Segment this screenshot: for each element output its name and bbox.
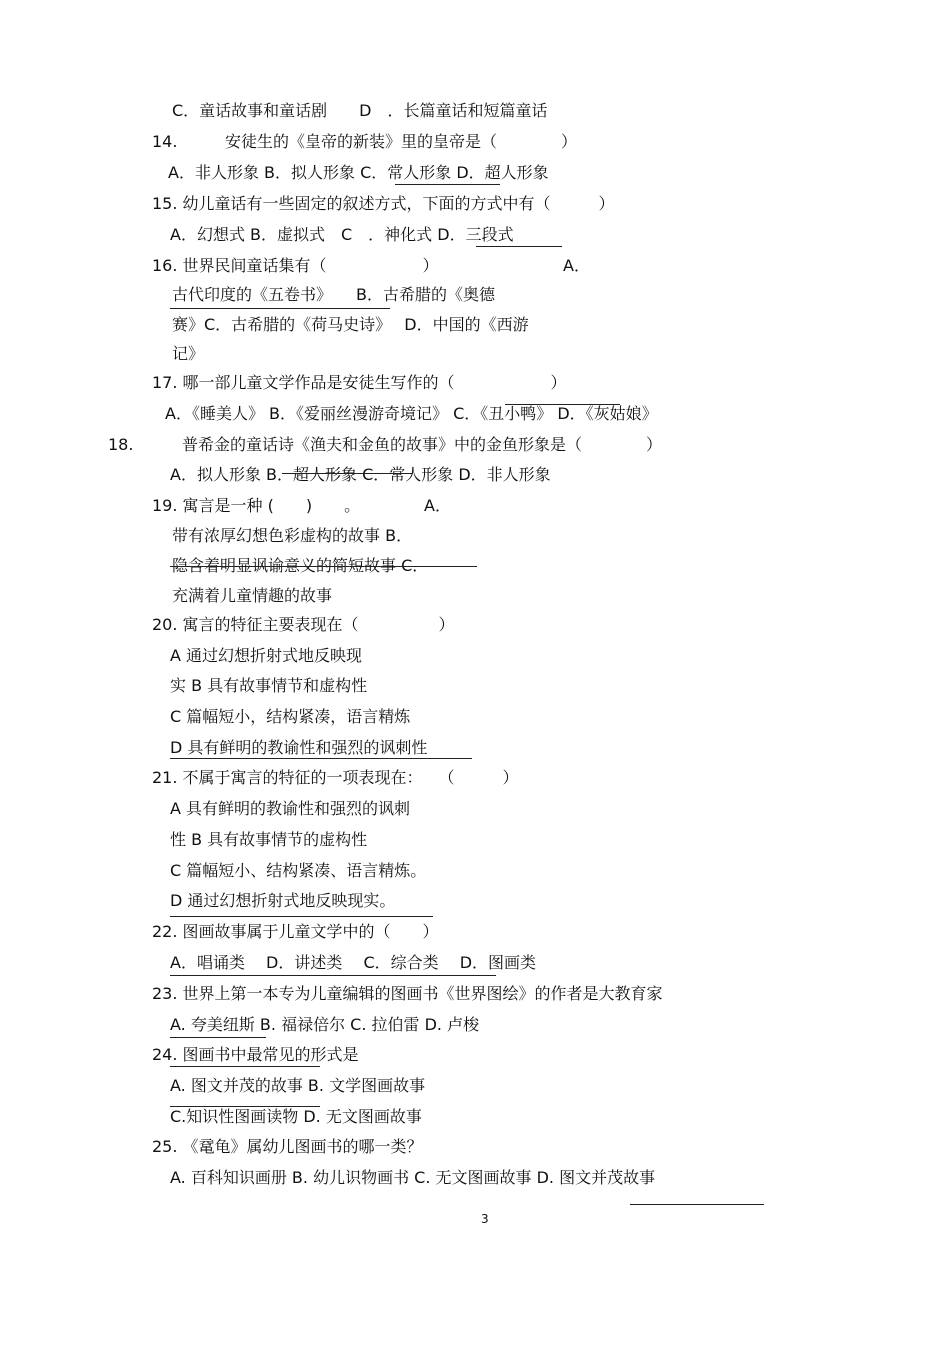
q14-stem: 安徒生的《皇帝的新装》里的皇帝是（ ） xyxy=(225,132,578,151)
q24-answer-underline xyxy=(170,1066,320,1067)
q19-option-c: 充满着儿童情趣的故事 xyxy=(172,586,333,605)
q25-options: A. 百科知识画册 B. 幼儿识物画书 C. 无文图画故事 D. 图文并茂故事 xyxy=(170,1168,656,1187)
q15-stem: 15. 幼儿童话有一些固定的叙述方式，下面的方式中有（ ） xyxy=(152,194,615,213)
q25-answer-underline xyxy=(630,1204,764,1205)
q23-stem: 23. 世界上第一本专为儿童编辑的图画书《世界图绘》的作者是大教育家 xyxy=(152,984,663,1003)
q16-options-line2: 赛》C．古希腊的《荷马史诗》 D．中国的《西游 xyxy=(172,315,529,334)
q17-options: A．《睡美人》 B．《爱丽丝漫游奇境记》 C．《丑小鸭》 D．《灰姑娘》 xyxy=(165,404,658,423)
q19-option-a: 带有浓厚幻想色彩虚构的故事 B． xyxy=(172,526,413,545)
q24-options-cd: C.知识性图画读物 D. 无文图画故事 xyxy=(170,1107,422,1126)
q20-answer-underline xyxy=(170,758,472,759)
q15-options: A．幻想式 B．虚拟式 C ．神化式 D．三段式 xyxy=(170,225,514,244)
q16-stem: 16. 世界民间童话集有（ ） xyxy=(152,256,439,275)
q19-option-b: 隐含着明显讽谕意义的简短故事 C． xyxy=(172,556,429,575)
q22-options: A．唱诵类 D．讲述类 C．综合类 D．图画类 xyxy=(170,953,537,972)
q18-stem: 普希金的童话诗《渔夫和金鱼的故事》中的金鱼形象是（ ） xyxy=(182,435,663,454)
q14-answer-underline xyxy=(395,184,500,185)
q20-option-a: A 通过幻想折射式地反映现 xyxy=(170,646,363,665)
q13-options-cd: C．童话故事和童话剧 D ．长篇童话和短篇童话 xyxy=(172,101,548,120)
q20-option-b: 实 B 具有故事情节和虚构性 xyxy=(170,676,368,695)
q18-number: 18. xyxy=(108,435,134,454)
q22-answer-underline xyxy=(170,975,496,976)
q21-answer-underline xyxy=(170,916,433,917)
q18-options: A．拟人形象 B．超人形象 C．常人形象 D．非人形象 xyxy=(170,465,551,484)
q21-option-d: D 通过幻想折射式地反映现实。 xyxy=(170,891,396,910)
q21-option-b: 性 B 具有故事情节的虚构性 xyxy=(170,830,368,849)
q19-answer-strike xyxy=(170,566,477,567)
q19-stem: 19. 寓言是一种 ( ) 。 xyxy=(152,496,361,515)
q20-option-d: D 具有鲜明的教谕性和强烈的讽刺性 xyxy=(170,738,428,757)
q23-options: A. 夸美纽斯 B. 福禄倍尔 C. 拉伯雷 D. 卢梭 xyxy=(170,1015,480,1034)
q24-options-ab: A. 图文并茂的故事 B. 文学图画故事 xyxy=(170,1076,426,1095)
q20-stem: 20. 寓言的特征主要表现在（ ） xyxy=(152,615,455,634)
q19-option-a-label: A． xyxy=(424,496,451,515)
q25-stem: 25. 《鼋龟》属幼儿图画书的哪一类？ xyxy=(152,1137,423,1156)
q15-answer-underline xyxy=(476,246,562,247)
q14-number: 14. xyxy=(152,132,178,151)
q16-answer-underline xyxy=(170,308,390,309)
q24-stem: 24. 图画书中最常见的形式是 xyxy=(152,1045,359,1064)
q23-answer-underline xyxy=(170,1037,266,1038)
q20-option-c: C 篇幅短小，结构紧凑，语言精炼 xyxy=(170,707,411,726)
q16-options-line1: 古代印度的《五卷书》 B．古希腊的《奥德 xyxy=(172,285,495,304)
page-number: 3 xyxy=(481,1212,489,1226)
q14-options: A．非人形象 B．拟人形象 C．常人形象 D．超人形象 xyxy=(168,163,549,182)
q17-stem: 17. 哪一部儿童文学作品是安徒生写作的（ ） xyxy=(152,373,567,392)
q21-option-a: A 具有鲜明的教谕性和强烈的讽刺 xyxy=(170,799,411,818)
q18-answer-strike xyxy=(282,473,412,474)
q22-stem: 22. 图画故事属于儿童文学中的（ ） xyxy=(152,922,439,941)
q21-stem: 21. 不属于寓言的特征的一项表现在： （ ） xyxy=(152,768,519,787)
q21-option-c: C 篇幅短小、结构紧凑、语言精炼。 xyxy=(170,861,427,880)
q16-options-line3: 记》 xyxy=(172,344,205,363)
q24-answer-strike xyxy=(170,1106,320,1107)
q16-option-a-label: A． xyxy=(563,256,590,275)
